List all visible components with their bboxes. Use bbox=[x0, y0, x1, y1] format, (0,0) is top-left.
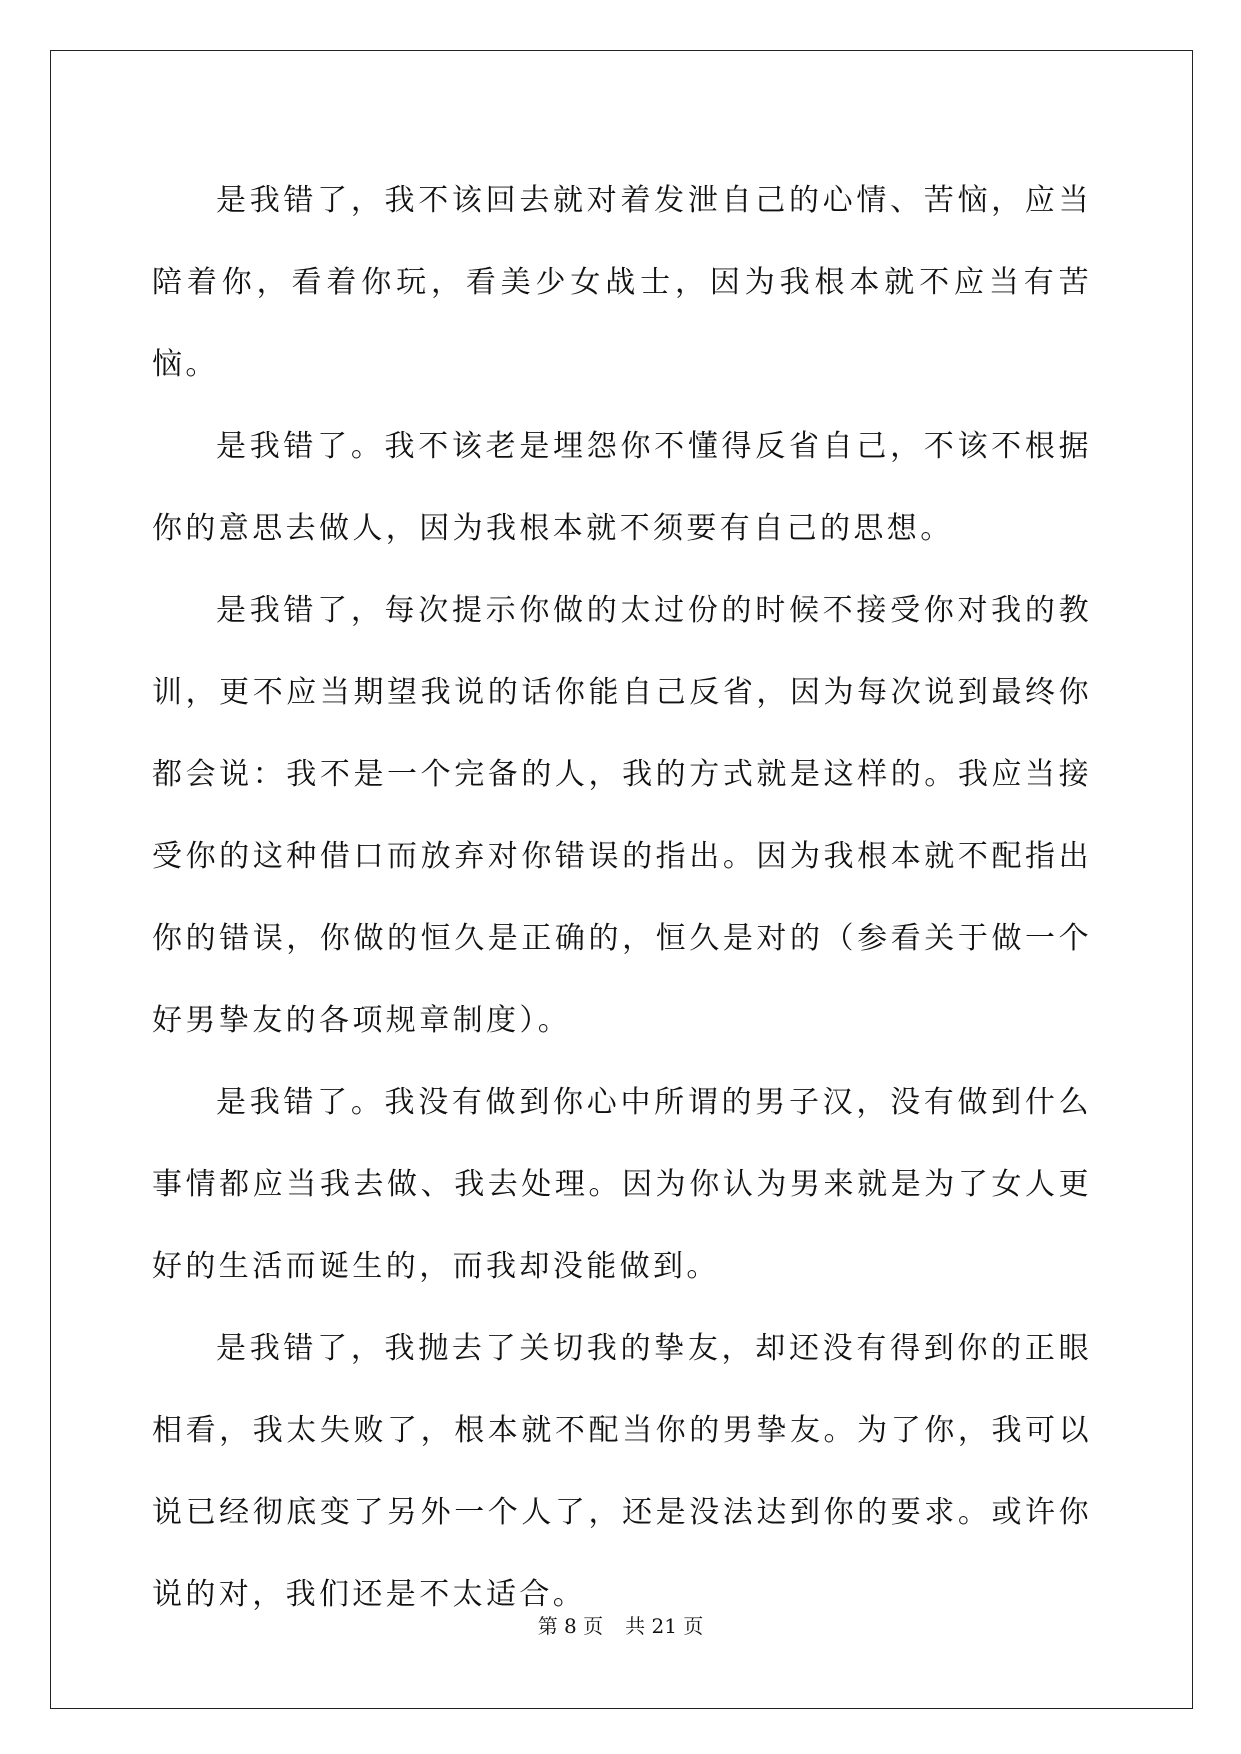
page-footer bbox=[0, 1610, 1241, 1639]
document-body bbox=[152, 160, 1092, 1636]
paragraph-4: 是我错了。我没有做到你心中所谓的男子汉，没有做到什么事情都应当我去做、我去处理。因为你认为男来就是为了女人更好的生活而诞生的，而我却没能做到。 bbox=[152, 1085, 1092, 1284]
page-number: 第 8 页 bbox=[537, 1614, 604, 1638]
paragraph-1: 是我错了，我不该回去就对着发泄自己的心情、苦恼，应当陪着你，看着你玩，看美少女战士，因为我根本就不应当有苦恼。 bbox=[152, 183, 1092, 382]
paragraph-2: 是我错了。我不该老是埋怨你不懂得反省自己，不该不根据你的意思去做人，因为我根本就不须要有自己的思想。 bbox=[152, 429, 1092, 546]
page-total: 共 21 页 bbox=[625, 1614, 704, 1638]
paragraph-5: 是我错了，我抛去了关切我的挚友，却还没有得到你的正眼相看，我太失败了，根本就不配当你的男挚友。为了你，我可以说已经彻底变了另外一个人了，还是没法达到你的要求。或许你说的对，我们还是不太适合。 bbox=[152, 1331, 1092, 1612]
paragraph-3: 是我错了，每次提示你做的太过份的时候不接受你对我的教训，更不应当期望我说的话你能自己反省，因为每次说到最终你都会说：我不是一个完备的人，我的方式就是这样的。我应当接受你的这种借口而放弃对你错误的指出。因为我根本就不配指出你的错误，你做的恒久是正确的，恒久是对的（参看关于做一个好男挚友的各项规章制度）。 bbox=[152, 593, 1092, 1038]
